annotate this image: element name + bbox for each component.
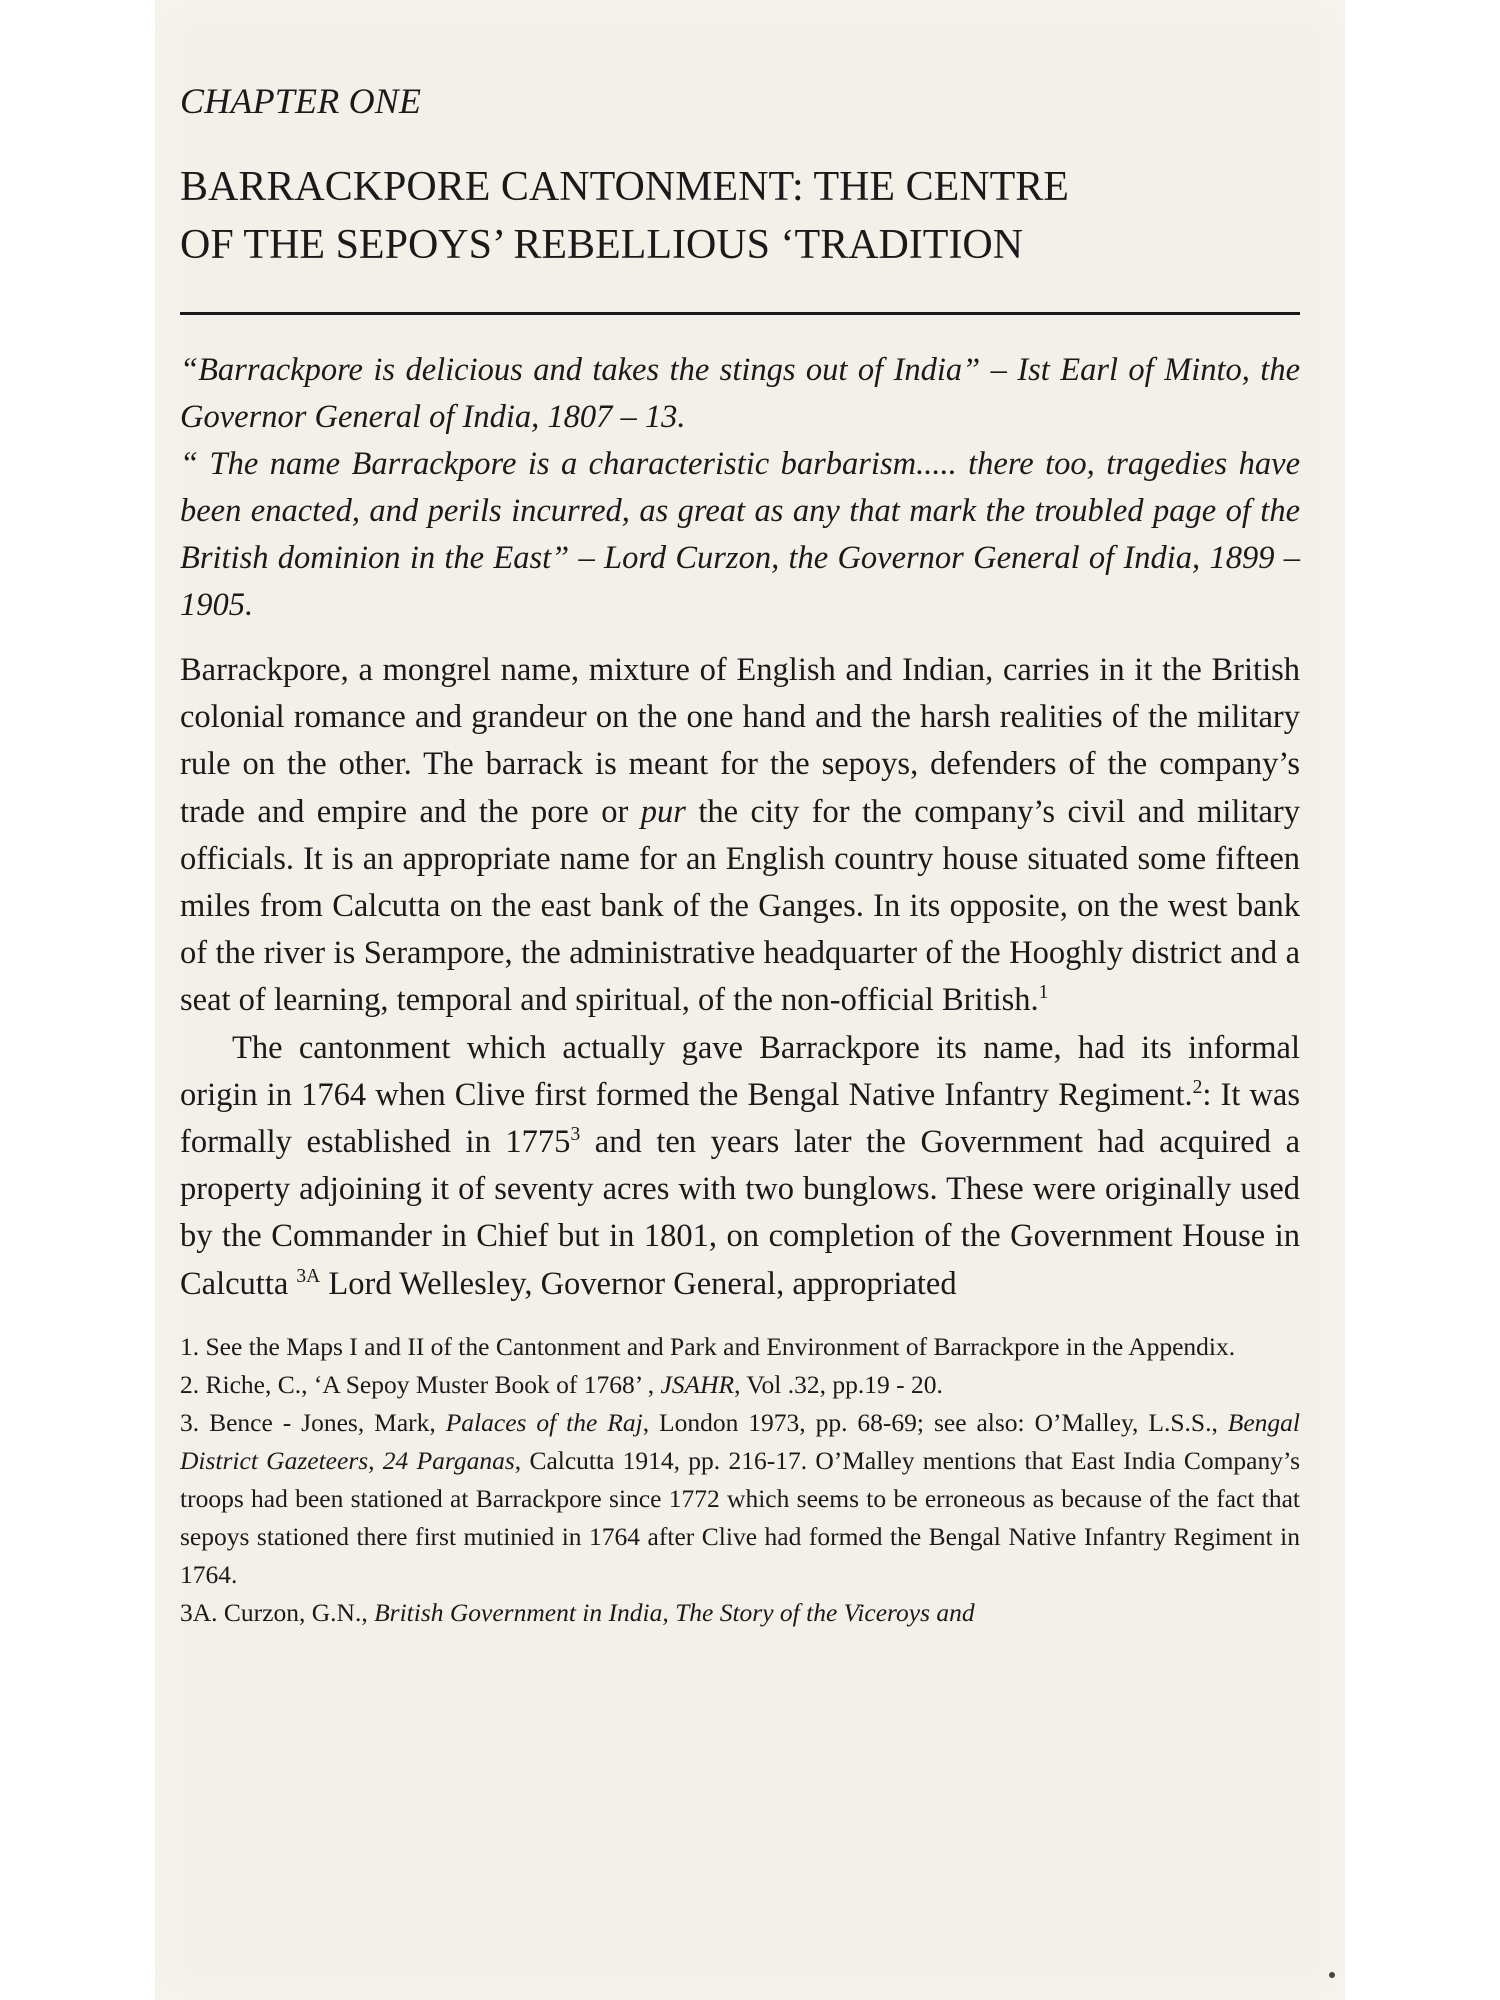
paragraph-1-text-b: the city for the company’s civil and military officials. It is an appropriate name for an English country house situated some fifteen miles from Calcutta on the east bank of the Ganges. In its opposite, on the west bank of the river is Serampore, the administrative headquarter of the Hooghly district and a seat of learning, temporal and spiritual, of the non-official British. [180,793,1301,1019]
footnote-1: 1. See the Maps I and II of the Cantonment and Park and Environment of Barrackpore in the Appendix. [180,1331,1236,1361]
footnote-3-italic-2: Bengal District Gazeteers, 24 Parganas [180,1407,1300,1475]
chapter-title [180,158,1300,274]
book-page [155,0,1345,2000]
paragraph-2-text-d: Lord Wellesley, Governor General, appropriated [320,1265,957,1302]
footnote-ref-2: 2 [1192,1077,1203,1098]
footnote-3-italic-1: Palaces of the Raj [445,1407,643,1437]
footnote-3-text-b: , London 1973, pp. 68-69; see also: O’Malley, L.S.S., [642,1407,1228,1437]
footnote-3 [180,1404,1300,1594]
footnote-3-text-c: , Calcutta 1914, pp. 216-17. O’Malley mentions that East India Company’s troops had been stationed at Barrackpore since 1772 which seems to be erroneous as because of the fact that sepoys stationed there first mutinied in 1764 after Clive had formed the Bengal Native Infantry Regiment in 1764. [180,1445,1300,1589]
chapter-title-line-1: BARRACKPORE CANTONMENT: THE CENTRE [180,164,1069,210]
footnote-2-italic: JSAHR [660,1369,735,1399]
footnote-3a [180,1594,1300,1632]
paragraph-2-text-a: The cantonment which actually gave Barrackpore its name, had its informal origin in 1764 when Clive first formed the Bengal Native Infantry Regiment. [180,1029,1300,1113]
chapter-title-line-2: OF THE SEPOYS’ REBELLIOUS ‘TRADITION [180,222,1024,268]
epigraph-minto: “Barrackpore is delicious and takes the stings out of India” – Ist Earl of Minto, the Governor General of India, 1807 – 13. [180,352,1300,435]
page-content [180,80,1300,1632]
footnote-ref-3: 3 [570,1124,581,1146]
paragraph-1-italic: pur [640,793,686,830]
paragraph-1-text-a: Barrackpore, a mongrel name, mixture of English and Indian, carries in it the British colonial romance and grandeur on the one hand and the harsh realities of the military rule on the other. The barrack is meant for the sepoys, defenders of the company’s trade and empire and the pore or [180,652,1300,830]
footnote-3a-text-a: 3A. Curzon, G.N., [180,1597,375,1627]
footnote-ref-3a: 3A [296,1265,321,1287]
footnote-ref-1: 1 [1038,982,1049,1004]
paragraph-2 [180,1025,1300,1308]
paragraph-2-text-b: : It was formally established in 1775 [180,1076,1300,1161]
epigraph-curzon: “ The name Barrackpore is a characteristic barbarism..... there too, tragedies have been enacted, and perils incurred, as great as any that mark the troubled page of the British dominion in the East” – Lord Curzon, the Governor General of India, 1899 – 1905. [180,446,1300,623]
footnotes [180,1328,1300,1632]
footnote-3-text-a: 3. Bence - Jones, Mark, [180,1407,446,1437]
print-speck [1329,1972,1335,1978]
footnote-2 [180,1366,1300,1404]
paragraph-1 [180,647,1300,1025]
footnote-2-text-a: 2. Riche, C., ‘A Sepoy Muster Book of 1768’ , [180,1369,661,1399]
title-rule [180,312,1300,315]
paragraph-2-text-c: and ten years later the Government had acquired a property adjoining it of seventy acres with two bunglows. These were originally used by the Commander in Chief but in 1801, on completion of the Government House in Calcutta [180,1124,1300,1302]
chapter-label: CHAPTER ONE [180,81,422,121]
footnote-2-text-b: , Vol .32, pp.19 - 20. [734,1369,943,1399]
footnote-3a-italic: British Government in India, The Story of the Viceroys and [374,1597,975,1627]
